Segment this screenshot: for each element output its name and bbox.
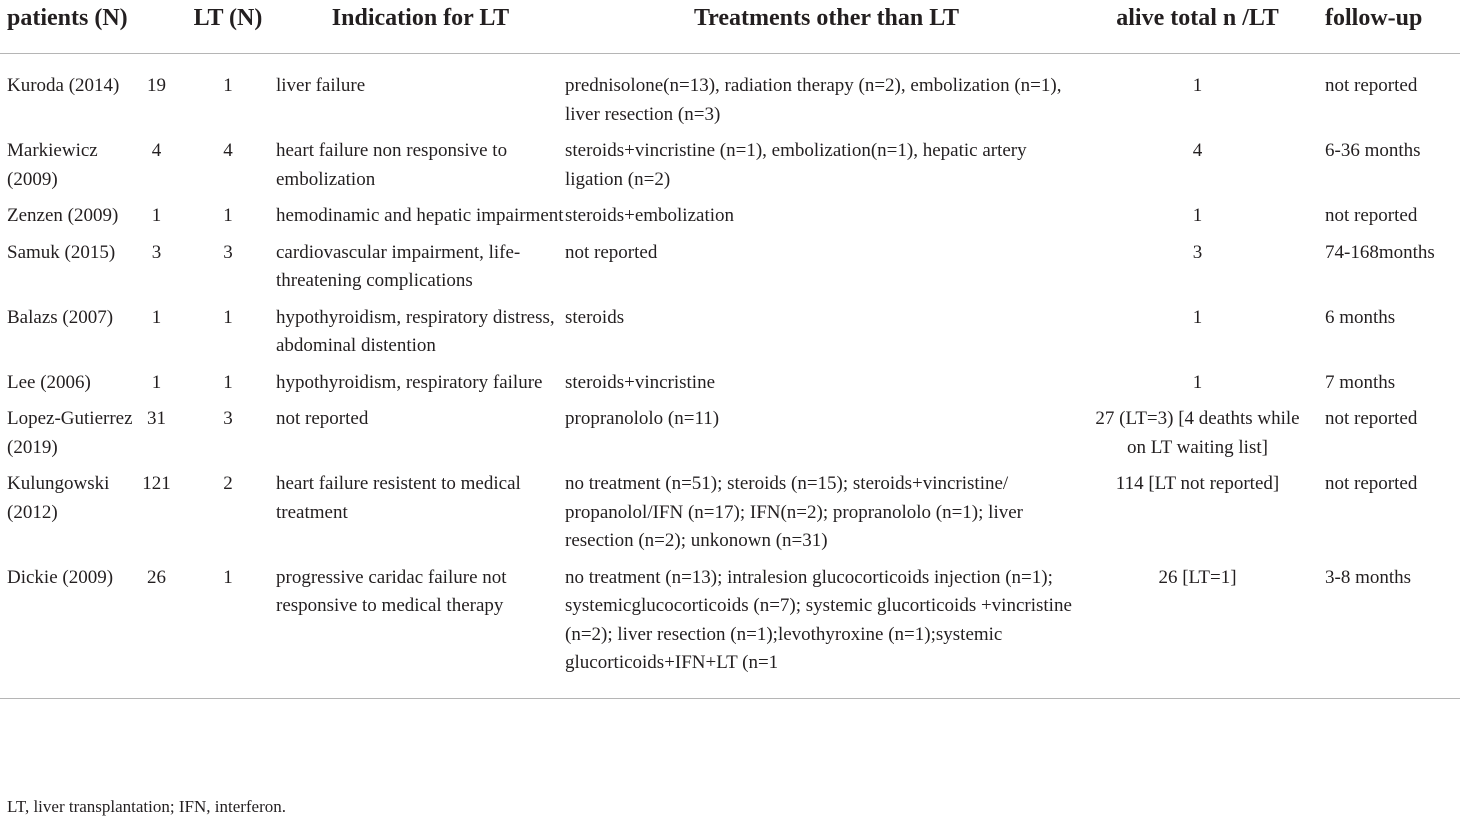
cell-indication: cardiovascular impairment, life-threatening complications xyxy=(276,241,521,291)
table-row xyxy=(0,137,1460,202)
cell-lt-n: 1 xyxy=(180,564,276,699)
cell-lt-n: 1 xyxy=(223,75,233,96)
cell-patients-n: 121 xyxy=(142,473,171,494)
cell-treatments: steroids+embolization xyxy=(565,205,735,226)
cell-treatments: not reported xyxy=(565,241,658,263)
cell-lt-n: 1 xyxy=(223,306,233,328)
cell-patients-n: 31 xyxy=(147,408,166,429)
cell-followup: not reported xyxy=(1325,408,1418,429)
table-row xyxy=(0,54,1460,138)
cell-alive: 1 xyxy=(1192,205,1203,226)
cell-lt-n: 1 xyxy=(223,371,233,393)
cell-patients-n: 3 xyxy=(151,241,162,263)
header-alive: alive total n /LT xyxy=(1088,0,1307,54)
table-row xyxy=(0,202,1460,239)
table-header xyxy=(0,0,1460,54)
header-row xyxy=(0,0,1460,54)
cell-patients-n: 1 xyxy=(151,205,162,226)
cell-lt-n: 4 xyxy=(223,140,233,161)
cell-study: Lee (2006) xyxy=(7,371,91,393)
table-row xyxy=(0,470,1460,564)
cell-study: Dickie (2009) xyxy=(0,564,133,699)
cell-study: Zenzen (2009) xyxy=(7,205,119,226)
cell-treatments: steroids+vincristine (n=1), embolization(n=1), hepatic artery ligation (n=2) xyxy=(565,140,1027,190)
cell-treatments: steroids+vincristine xyxy=(565,371,716,393)
cell-indication: heart failure resistent to medical treatment xyxy=(276,473,521,523)
cell-treatments: no treatment (n=51); steroids (n=15); steroids+vincristine/ propanolol/IFN (n=17); IFN(n=2); propranololo (n=1); liver resection (n=2); unkonown (n=31) xyxy=(565,473,1023,551)
table-body xyxy=(0,54,1460,699)
table-row xyxy=(0,304,1460,369)
cell-followup: 6 months xyxy=(1325,306,1396,328)
table-row xyxy=(0,564,1460,699)
cell-followup: 74-168months xyxy=(1325,241,1435,263)
cell-treatments: no treatment (n=13); intralesion glucocorticoids injection (n=1); systemicglucocorticoids (n=7); systemic glucorticoids +vincristine (n=2); liver resection (n=1);levothyroxine (n=1);systemic glucorticoids+IFN+LT (n=1 xyxy=(565,564,1088,699)
cell-lt-n: 2 xyxy=(223,473,233,494)
cell-followup: not reported xyxy=(1325,75,1418,96)
cell-treatments: steroids xyxy=(565,306,625,328)
cell-alive: 1 xyxy=(1192,306,1203,328)
cell-indication: heart failure non responsive to embolization xyxy=(276,140,508,190)
header-followup: follow-up xyxy=(1307,0,1460,54)
cell-treatments: propranololo (n=11) xyxy=(565,408,720,429)
cell-study: Lopez-Gutierrez (2019) xyxy=(7,408,133,458)
cell-followup: not reported xyxy=(1325,205,1418,226)
cell-patients-n: 26 xyxy=(133,564,180,699)
cell-patients-n: 1 xyxy=(151,306,162,328)
table-footnote: LT, liver transplantation; IFN, interferon. xyxy=(7,797,287,816)
cell-alive: 1 xyxy=(1192,75,1203,96)
cell-lt-n: 3 xyxy=(223,241,233,263)
cell-study: Balazs (2007) xyxy=(7,306,114,328)
cell-indication: progressive caridac failure not responsive to medical therapy xyxy=(276,564,565,699)
cell-patients-n: 4 xyxy=(151,140,162,161)
table-row xyxy=(0,405,1460,470)
cell-study: Kuroda (2014) xyxy=(7,75,120,96)
table-row xyxy=(0,369,1460,406)
cell-followup: 3-8 months xyxy=(1307,564,1460,699)
cell-indication: liver failure xyxy=(276,75,366,96)
cell-alive: 27 (LT=3) [4 deathts while on LT waiting list] xyxy=(1095,408,1300,458)
cell-patients-n: 1 xyxy=(151,371,162,393)
header-indication: Indication for LT xyxy=(276,0,565,54)
table-row xyxy=(0,239,1460,304)
cell-indication: hemodinamic and hepatic impairment xyxy=(276,205,564,226)
cell-followup: not reported xyxy=(1325,473,1418,494)
cell-followup: 6-36 months xyxy=(1325,140,1421,161)
cell-treatments: prednisolone(n=13), radiation therapy (n=2), embolization (n=1), liver resection (n=3) xyxy=(565,75,1062,125)
cell-lt-n: 3 xyxy=(223,408,233,429)
cell-alive: 26 [LT=1] xyxy=(1088,564,1307,699)
cell-alive: 3 xyxy=(1192,241,1203,263)
header-patients: patients (N) xyxy=(0,0,180,54)
cell-study: Samuk (2015) xyxy=(7,241,116,263)
cell-indication: hypothyroidism, respiratory distress, abdominal distention xyxy=(276,306,555,356)
cell-study: Kulungowski (2012) xyxy=(7,473,110,523)
cell-followup: 7 months xyxy=(1325,371,1396,393)
cell-lt-n: 1 xyxy=(223,205,233,226)
cell-indication: not reported xyxy=(276,408,369,429)
header-lt: LT (N) xyxy=(180,0,276,54)
cell-study: Markiewicz (2009) xyxy=(7,140,98,190)
cell-indication: hypothyroidism, respiratory failure xyxy=(276,371,543,393)
cell-alive: 114 [LT not reported] xyxy=(1115,473,1280,494)
cell-alive: 4 xyxy=(1192,140,1203,161)
cell-alive: 1 xyxy=(1192,371,1203,393)
cell-patients-n: 19 xyxy=(147,75,166,96)
header-treatments: Treatments other than LT xyxy=(565,0,1088,54)
